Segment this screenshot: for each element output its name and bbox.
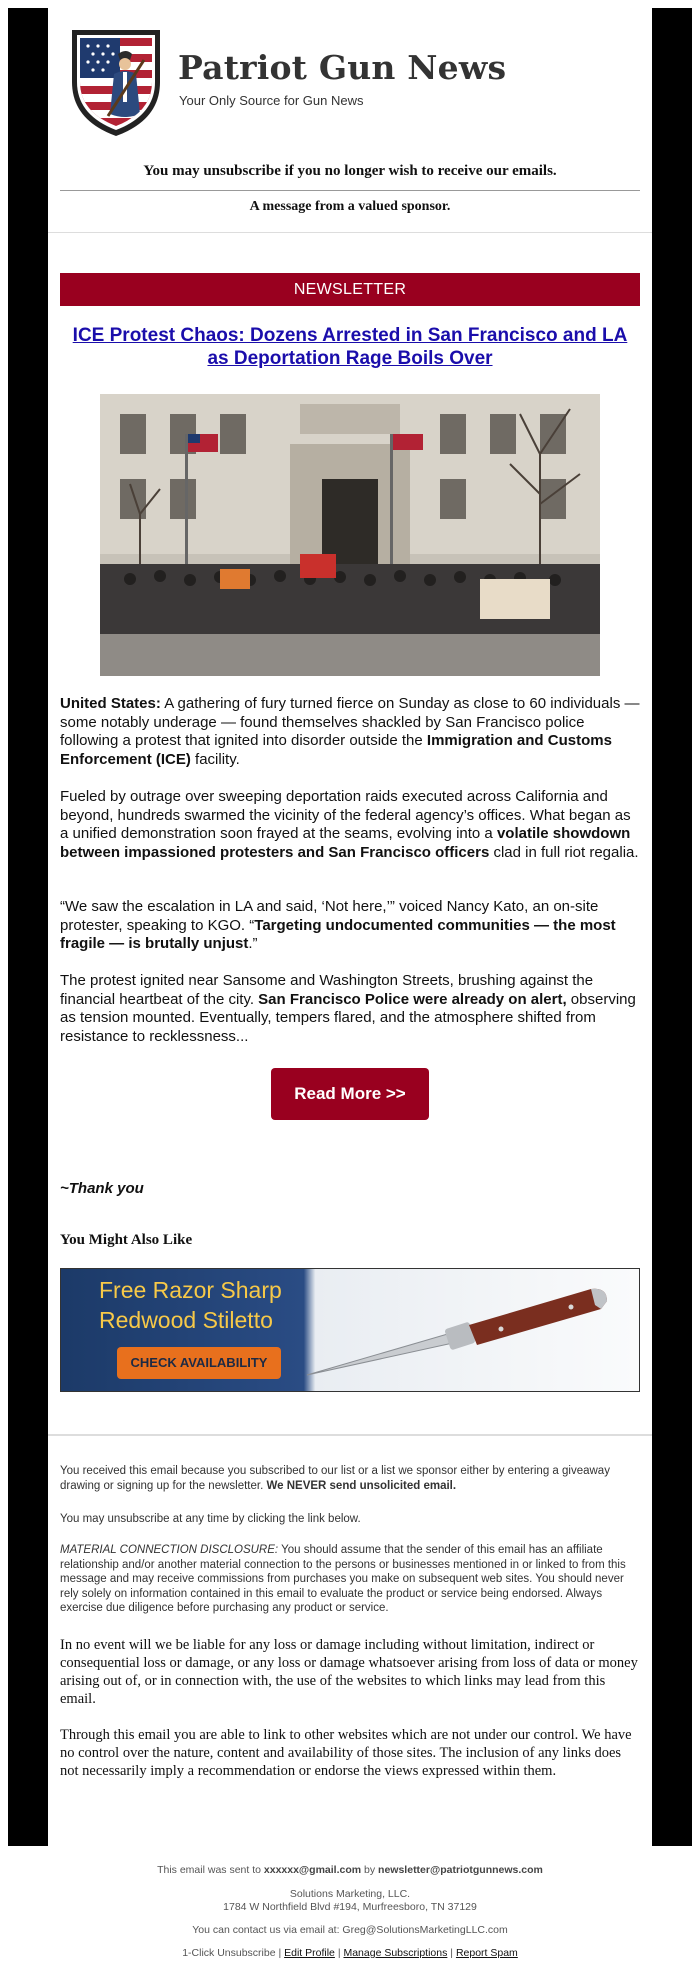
- paragraph-lead: United States:: [60, 695, 161, 712]
- also-like-heading: You Might Also Like: [60, 1232, 193, 1248]
- divider: [48, 232, 652, 233]
- paragraph-bold: San Francisco Police were already on alert,: [258, 990, 567, 1008]
- separator: |: [447, 1947, 456, 1959]
- material-disclosure: [60, 1543, 640, 1616]
- paragraph-text: The protest ignited near Sansome and Washington Streets, brushing against the financial heartbeat of the city.: [60, 972, 594, 1008]
- paragraph-text: Fueled by outrage over sweeping deportation raids executed across California and beyond, hundreds swarmed the vicinity of the federal agency’s offices. What began as a unified demonstration soon frayed at the seams, evolving into a: [60, 788, 631, 842]
- paragraph-bold: Targeting undocumented communities — the most fragile — is brutally unjust: [60, 916, 616, 952]
- article-headline-link[interactable]: ICE Protest Chaos: Dozens Arrested in San Francisco and LA as Deportation Rage Boils Over: [72, 325, 628, 369]
- one-click-unsubscribe-label: 1-Click Unsubscribe: [182, 1947, 276, 1959]
- company-address: 1784 W Northfield Blvd #194, Murfreesboro, TN 37129: [223, 1901, 477, 1913]
- article-paragraph: [60, 972, 640, 1046]
- paragraph-bold: Immigration and Customs Enforcement (ICE): [60, 732, 612, 768]
- separator: |: [275, 1947, 285, 1959]
- ad-headline-line2: Redwood Stiletto: [99, 1307, 273, 1333]
- read-more-button[interactable]: Read More >>: [271, 1068, 429, 1120]
- brand-title: Patriot Gun News: [178, 48, 507, 87]
- check-availability-button[interactable]: CHECK AVAILABILITY: [117, 1347, 281, 1379]
- report-spam-link[interactable]: Report Spam: [455, 1947, 518, 1959]
- external-links-paragraph: Through this email you are able to link to other websites which are not under our control. We have no control over the nature, content and availability of those sites. The inclusion of any links does not necessarily imply a recommendation or endorse the views expressed within them.: [60, 1727, 632, 1779]
- paragraph-text: clad in full riot regalia.: [489, 843, 639, 861]
- stiletto-ad-banner[interactable]: [60, 1268, 640, 1392]
- unsubscribe-note: You may unsubscribe if you no longer wish to receive our emails.: [143, 163, 557, 179]
- paragraph-text: observing as tension mounted. Eventually, tempers flared, and the atmosphere shifted from resistance to recklessness...: [60, 990, 636, 1045]
- disclosure-text: You should assume that the sender of this email has an affiliate relationship and/or another material connection to the persons or businesses mentioned in or linked to from this message and may receive commissions from purchases you make on subsequent web sites. You should never rely solely on information contained in this email to evaluate the product or service being endorsed. Always exercise due diligence before purchasing any product or service.: [60, 1544, 626, 1614]
- footer-text: You received this email because you subscribed to our list or a list we sponsor either by entering a giveaway drawing or signing up for the newsletter.: [60, 1465, 610, 1492]
- thanks-text: ~Thank you: [60, 1180, 144, 1197]
- brand-subtitle: Your Only Source for Gun News: [179, 93, 364, 108]
- minuteman-shield-logo-icon[interactable]: [68, 24, 164, 138]
- sent-text: This email was sent to: [157, 1864, 264, 1876]
- paragraph-bold: volatile showdown between impassioned protesters and San Francisco officers: [60, 825, 631, 861]
- disclosure-label: MATERIAL CONNECTION DISCLOSURE:: [60, 1544, 279, 1556]
- stiletto-knife-icon: [301, 1279, 637, 1387]
- liability-paragraph: In no event will we be liable for any loss or damage including without limitation, indirect or consequential loss or damage, or any loss or damage whatsoever arising from loss of data or money arising out of, or in connection with, the use of the websites to which links may lead from this email.: [60, 1637, 638, 1707]
- ad-headline-line1: Free Razor Sharp: [99, 1277, 282, 1303]
- recipient-email: xxxxxx@gmail.com: [263, 1864, 362, 1876]
- separator: |: [334, 1947, 344, 1959]
- paragraph-text: A gathering of fury turned fierce on Sunday as close to 60 individuals — some notably underage — found themselves shackled by San Francisco police following a protest that ignited into disorder outside the: [60, 695, 640, 749]
- paragraph-text: “We saw the escalation in LA and said, ‘Not here,’” voiced Nancy Kato, an on-site protester, speaking to KGO. “: [60, 898, 599, 934]
- contact-line: You can contact us via email at: Greg@SolutionsMarketingLLC.com: [192, 1924, 508, 1936]
- article-paragraph: [60, 898, 640, 954]
- sent-text: by: [361, 1864, 379, 1876]
- footer-links: [0, 1947, 700, 1959]
- article-paragraph: [60, 788, 640, 862]
- sponsor-note: A message from a valued sponsor.: [249, 199, 451, 214]
- article-paragraph: [60, 695, 640, 769]
- sender-email: newsletter@patriotgunnews.com: [378, 1864, 543, 1876]
- divider: [60, 190, 640, 191]
- edit-profile-link[interactable]: Edit Profile: [284, 1947, 335, 1959]
- divider: [48, 1434, 652, 1436]
- protest-photo-icon[interactable]: [100, 394, 600, 676]
- footer-notice: [60, 1464, 640, 1493]
- newsletter-banner: NEWSLETTER: [60, 273, 640, 306]
- paragraph-text: facility.: [190, 750, 240, 768]
- footer-bold: We NEVER send unsolicited email.: [266, 1479, 457, 1492]
- footer-unsubscribe-note: You may unsubscribe at any time by clicking the link below.: [60, 1513, 361, 1525]
- manage-subscriptions-link[interactable]: Manage Subscriptions: [343, 1947, 448, 1959]
- paragraph-text: .”: [248, 935, 258, 952]
- sent-to-line: [0, 1864, 700, 1876]
- company-name: Solutions Marketing, LLC.: [289, 1888, 411, 1900]
